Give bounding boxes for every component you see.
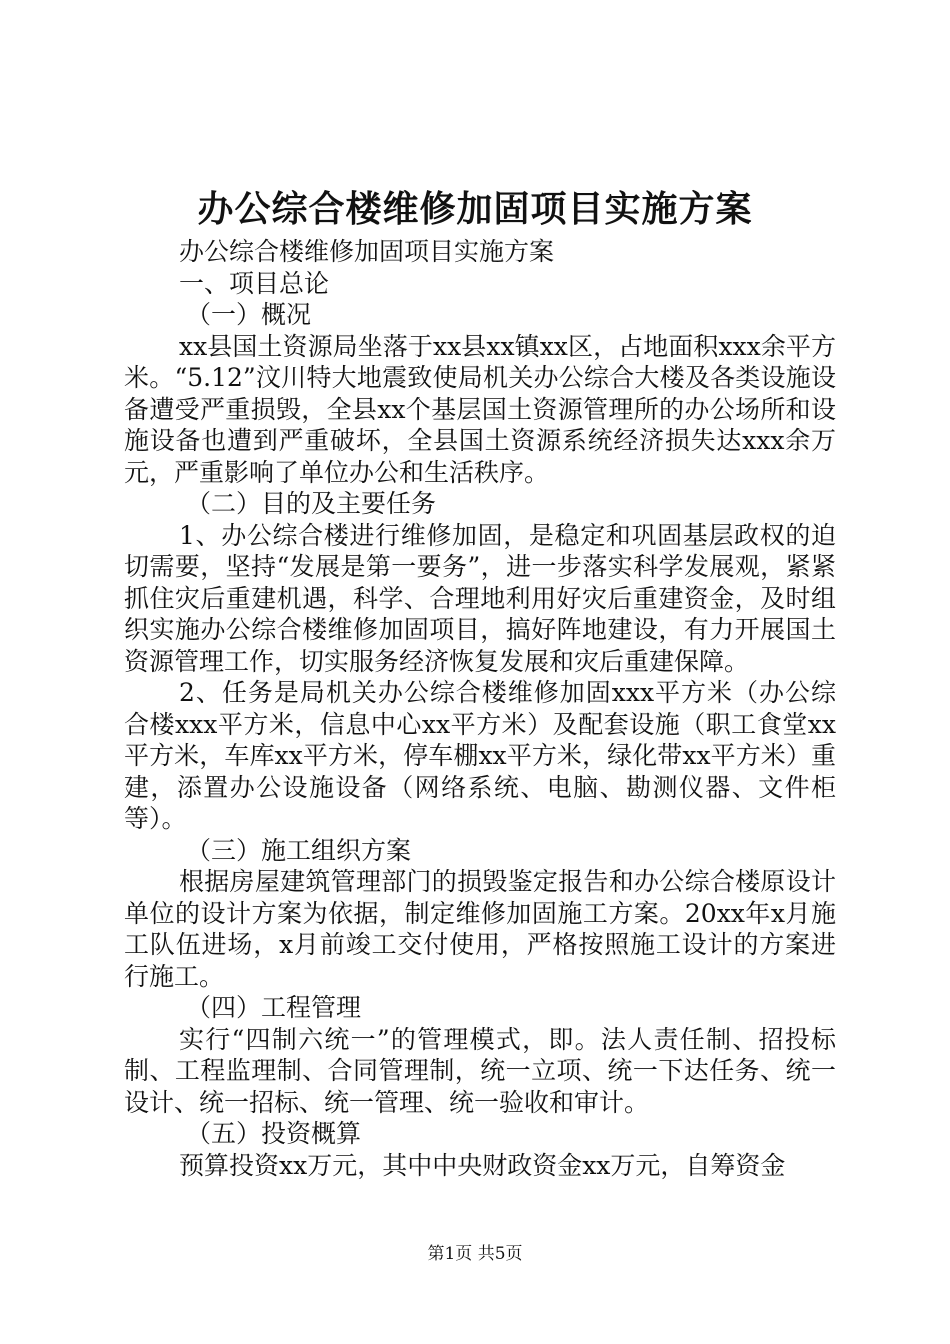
subsection-heading-1: （一）概况 <box>186 300 312 329</box>
paragraph-management: 实行“四制六统一”的管理模式，即。法人责任制、招投标制、工程监理制、合同管理制，统一立项、统一下达任务、统一设计、统一招标、统一管理、统一验收和审计。 <box>124 1024 836 1117</box>
document-body <box>124 236 836 1181</box>
paragraph-situation: xx县国土资源局坐落于xx县xx镇xx区，占地面积xxx余平方米。“5.12”汶川特大地震致使局机关办公综合大楼及各类设施设备遭受严重损毁，全县xx个基层国土资源管理所的办公场所和设施设备也遭到严重破坏，全县国土资源系统经济损失达xxx余万元，严重影响了单位办公和生活秩序。 <box>124 331 836 487</box>
paragraph-purpose: 1、办公综合楼进行维修加固，是稳定和巩固基层政权的迫切需要，坚持“发展是第一要务”，进一步落实科学发展观，紧紧抓住灾后重建机遇，科学、合理地利用好灾后重建资金，及时组织实施办公综合楼维修加固项目，搞好阵地建设，有力开展国土资源管理工作，切实服务经济恢复发展和灾后重建保障。 <box>124 520 836 676</box>
subsection-heading-5: （五）投资概算 <box>186 1119 362 1148</box>
subsection-heading-3: （三）施工组织方案 <box>186 835 412 865</box>
page-number-footer: 第1页 共5页 <box>427 1244 523 1264</box>
paragraph-construction: 根据房屋建筑管理部门的损毁鉴定报告和办公综合楼原设计单位的设计方案为依据，制定维修加固施工方案。20xx年x月施工队伍进场，x月前竣工交付使用，严格按照施工设计的方案进行施工。 <box>124 867 836 991</box>
paragraph-doc-name: 办公综合楼维修加固项目实施方案 <box>179 237 555 266</box>
subsection-heading-2: （二）目的及主要任务 <box>186 489 437 518</box>
subsection-heading-4: （四）工程管理 <box>186 993 362 1022</box>
paragraph-budget: 预算投资xx万元，其中中央财政资金xx万元，自筹资金 <box>179 1150 786 1180</box>
paragraph-tasks: 2、任务是局机关办公综合楼维修加固xxx平方米（办公综合楼xxx平方米，信息中心xx平方米）及配套设施（职工食堂xx平方米，车库xx平方米，停车棚xx平方米，绿化带xx平方米）重建，添置办公设施设备（网络系统、电脑、勘测仪器、文件柜等）。 <box>124 678 836 833</box>
document-title: 办公综合楼维修加固项目实施方案 <box>197 188 753 230</box>
section-heading-overview: 一、项目总论 <box>179 268 330 298</box>
